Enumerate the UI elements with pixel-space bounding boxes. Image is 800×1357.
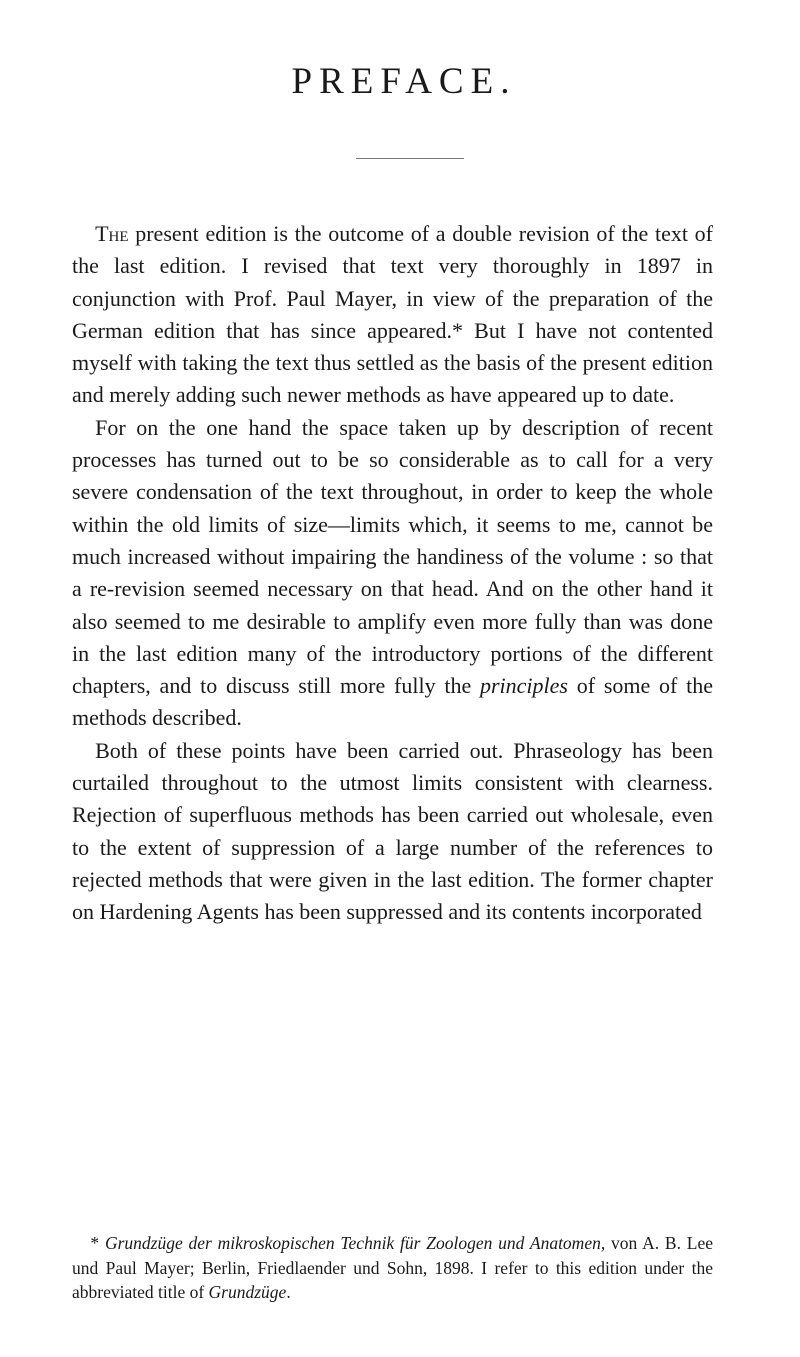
paragraph-1-text-b: But I have not contented myself with taking the text thus settled as the basis of the present edition and merely adding such newer methods as have appeared up to date. — [72, 317, 713, 408]
footnote-text-a: von A. B. Lee und Paul Mayer; Berlin, Friedlaender und Sohn, 1898. I refer to this edition under the abbreviated title of — [72, 1233, 713, 1302]
paragraph-2-text-b: of some of the methods described. — [72, 673, 714, 731]
footnote-text-b: . — [286, 1282, 291, 1302]
footnote — [72, 1231, 713, 1305]
paragraph-2-text-a: For on the one hand the space taken up by description of recent processes has turned out to be so considerable as to call for a very severe condensation of the text throughout, in order to keep the whole within the old limits of size—limits which, it seems to me, cannot be much increased without impairing the handiness of the volume : so that a re-revision seemed necessary on that head. And on the other hand it also seemed to me desirable to amplify even more fully than was done in the last edition many of the introductory portions of the different chapters, and to discuss still more fully the — [72, 414, 713, 699]
paragraph-2-emphasis: principles — [479, 673, 568, 699]
footnote-mark: * — [90, 1233, 100, 1253]
paragraph-1-lead: The — [95, 221, 129, 246]
paragraph-2 — [72, 412, 713, 735]
footnote-paragraph — [72, 1231, 713, 1305]
paragraph-1-text-a: present edition is the outcome of a double revision of the text of the last edition. I revised that text very thoroughly in 1897 in conjunction with Prof. Paul Mayer, in view of the preparation of the German edition that has since appeared. — [72, 221, 713, 343]
body-text — [72, 218, 713, 929]
paragraph-3-text: Both of these points have been carried out. Phraseology has been curtailed throughout to the utmost limits consistent with clearness. Rejection of superfluous methods has been carried out wholesale, even to the extent of suppression of a large number of the references to rejected methods that were given in the last edition. The former chapter on Hardening Agents has been suppressed and its contents incorporated — [72, 737, 713, 925]
footnote-reference[interactable]: * — [452, 317, 464, 343]
title-rule — [356, 158, 464, 159]
page-title: PREFACE. — [291, 61, 517, 102]
paragraph-3 — [72, 735, 713, 929]
footnote-short-title: Grundzüge — [208, 1282, 287, 1302]
paragraph-1 — [72, 218, 713, 412]
footnote-book-title: Grundzüge der mikroskopischen Technik für Zoologen und Anatomen, — [104, 1233, 606, 1253]
